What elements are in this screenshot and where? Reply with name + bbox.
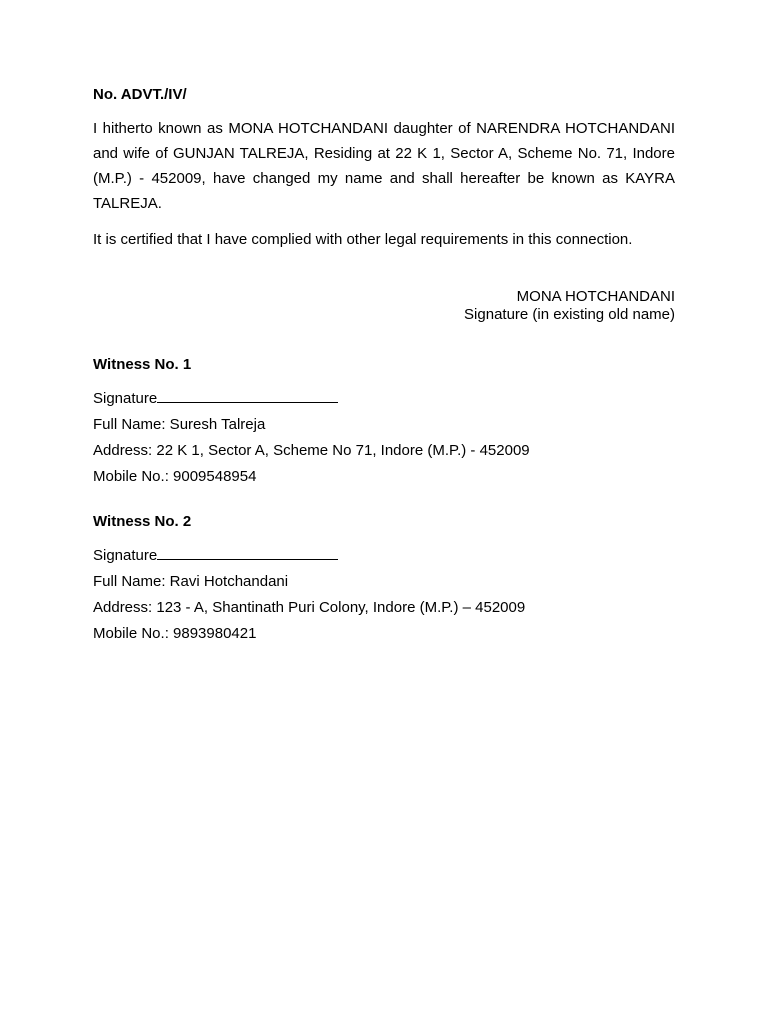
compliance-statement: It is certified that I have complied with other legal requirements in this connection. <box>93 231 633 248</box>
signature-blank <box>157 389 338 403</box>
witness-2-block <box>93 512 675 651</box>
witness-mobile: Mobile No.: 9893980421 <box>93 625 257 642</box>
signature-label: Signature <box>93 390 158 407</box>
witness-signature-line <box>93 389 675 408</box>
witness-address: Address: 22 K 1, Sector A, Scheme No 71, Indore (M.P.) - 452009 <box>93 442 530 459</box>
signature-blank <box>157 546 338 560</box>
witness-full-name: Full Name: Ravi Hotchandani <box>93 573 289 590</box>
signature-label: Signature <box>93 547 158 564</box>
witness-title: Witness No. 1 <box>93 356 192 373</box>
witness-mobile: Mobile No.: 9009548954 <box>93 468 257 485</box>
witness-signature-line <box>93 546 675 565</box>
witness-1-block <box>93 355 675 494</box>
signatory-name: MONA HOTCHANDANI <box>516 288 675 305</box>
witness-address: Address: 123 - A, Shantinath Puri Colony, Indore (M.P.) – 452009 <box>93 599 526 616</box>
witness-full-name: Full Name: Suresh Talreja <box>93 416 266 433</box>
reference-number: No. ADVT./IV/ <box>93 86 187 103</box>
witness-title: Witness No. 2 <box>93 513 192 530</box>
signatory-block <box>464 288 675 324</box>
signatory-caption: Signature (in existing old name) <box>464 306 675 323</box>
name-change-declaration: I hitherto known as MONA HOTCHANDANI daughter of NARENDRA HOTCHANDANI and wife of GUNJAN TALREJA, Residing at 22 K 1, Sector A, Scheme No. 71, Indore (M.P.) - 452009, have changed my name and shall hereafter be known as KAYRA TALREJA. <box>93 120 675 212</box>
